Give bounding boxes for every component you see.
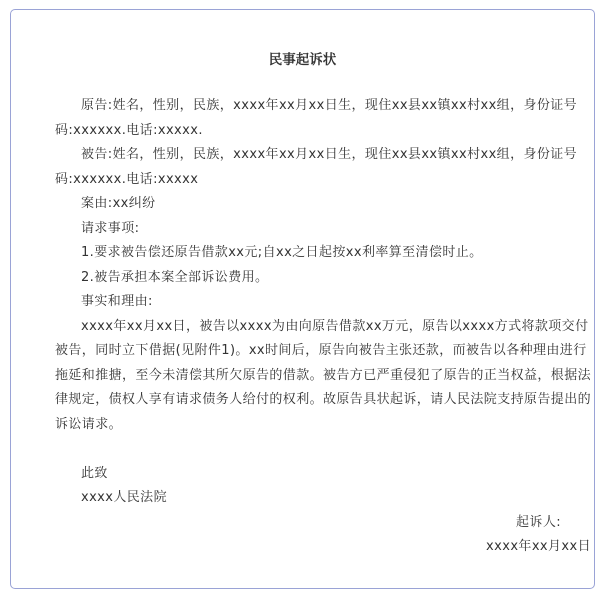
closing-line: 此致 [81,465,108,481]
plaintiff-paragraph: 原告:姓名，性别，民族，xxxx年xx月xx日生，现住xx县xx镇xx村xx组，身份证号码:xxxxxx.电话:xxxxx. [55,98,578,138]
claim-item-1: 1.要求被告偿还原告借款xx元;自xx之日起按xx利率算至清偿时止。 [81,245,483,260]
claims-heading: 请求事项: [81,220,140,236]
document-body [55,94,591,560]
signer-label: 起诉人: [516,514,561,530]
facts-paragraph: xxxx年xx月xx日，被告以xxxx为由向原告借款xx万元，原告以xxxx方式将款项交付被告，同时立下借据(见附件1)。xx时间后，原告向被告主张还款，而被告以各种理由进行拖延和推搪，至今未清偿其所欠原告的借款。被告方已严重侵犯了原告的正当权益，根据法律规定，债权人享有请求债务人给付的权利。故原告具状起诉，请人民法院支持原告提出的诉讼请求。 [55,318,592,432]
cause-line: 案由:xx纠纷 [81,196,156,211]
document-frame [10,9,595,589]
spacer [55,437,591,462]
court-line: xxxx人民法院 [81,490,167,505]
claim-item-2: 2.被告承担本案全部诉讼费用。 [81,269,269,285]
document-date: xxxx年xx月xx日 [486,539,591,554]
defendant-paragraph: 被告:姓名，性别，民族，xxxx年xx月xx日生，现住xx县xx镇xx村xx组，身份证号码:xxxxxx.电话:xxxxx [55,147,578,187]
document-title: 民事起诉状 [268,52,337,68]
facts-heading: 事实和理由: [81,294,153,309]
